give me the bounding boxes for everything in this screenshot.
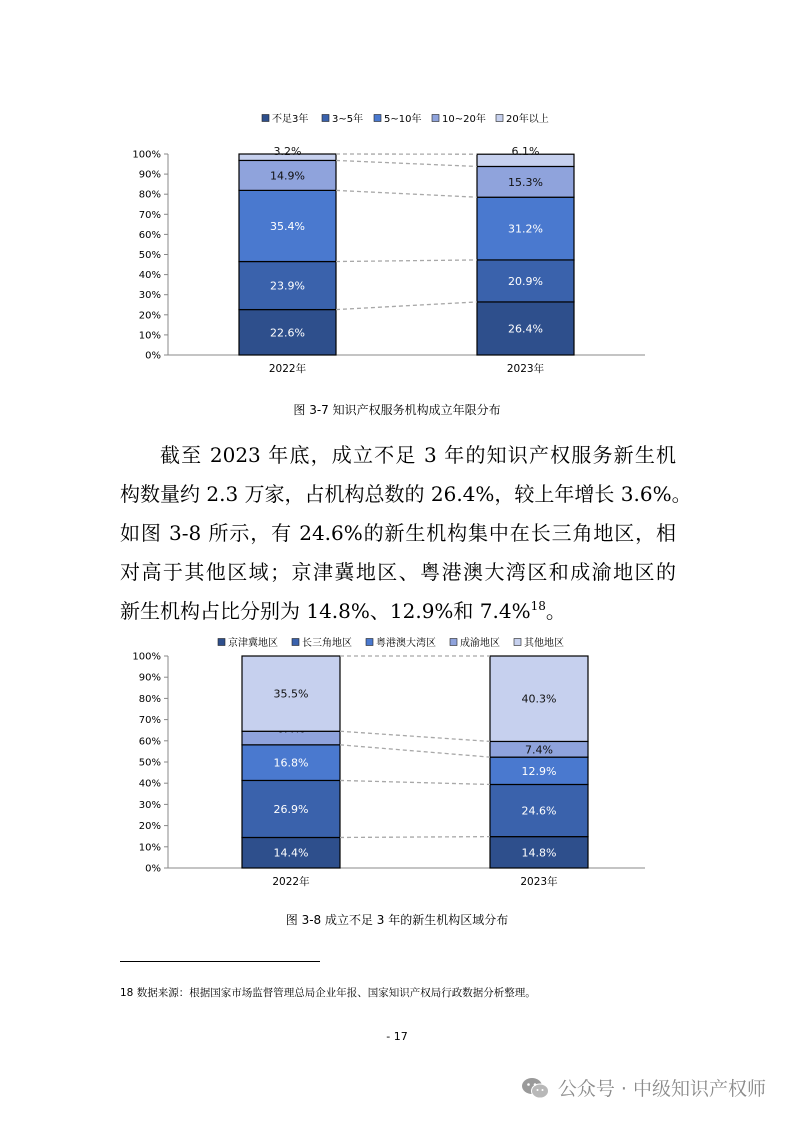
page-number: - 17 <box>386 1030 408 1043</box>
chart1-data-label-0-3: 14.9% <box>270 169 305 183</box>
para-line-1: 截至 2023 年底，成立不足 3 年的知识产权服务新生机 <box>160 443 676 467</box>
chart2-legend-swatch-4 <box>514 639 521 646</box>
chart-new-institutions-region <box>0 628 794 900</box>
chart2-legend-label-1: 长三角地区 <box>302 638 352 649</box>
chart1-data-label-0-4: 3.2% <box>273 145 302 158</box>
chart1-ytick-label-0: 0% <box>145 350 161 362</box>
para-line-5 <box>120 592 676 631</box>
chart2-data-label-1-2: 12.9% <box>521 764 557 778</box>
chart2-data-label-0-1: 26.9% <box>273 802 309 816</box>
chart1-ytick-label-1: 10% <box>138 330 161 342</box>
chart1-ytick-label-7: 70% <box>138 209 161 221</box>
chart2-ytick-label-0: 0% <box>145 863 161 875</box>
chart2-legend-label-0: 京津冀地区 <box>228 638 278 649</box>
chart2-legend-swatch-2 <box>366 639 373 646</box>
chart2-ytick-label-10: 100% <box>132 651 161 663</box>
chart1-data-label-0-2: 35.4% <box>270 219 305 233</box>
chart1-ytick-label-2: 20% <box>138 310 161 322</box>
chart1-connector-3 <box>336 160 477 166</box>
chart2-data-label-1-3: 7.4% <box>525 743 553 757</box>
chart2-connector-3 <box>340 731 490 741</box>
chart1-legend-label-0: 不足3年 <box>272 114 309 125</box>
chart-establishment-years <box>0 100 794 390</box>
chart1-ytick-label-4: 40% <box>138 270 161 282</box>
chart2-legend-swatch-0 <box>218 639 225 646</box>
chart1-legend-swatch-1 <box>322 115 329 122</box>
chart2-x-label-1: 2023年 <box>520 876 558 888</box>
chart1-legend-swatch-3 <box>432 115 439 122</box>
chart1-ytick-label-6: 60% <box>138 229 161 241</box>
wechat-icon <box>520 1076 550 1100</box>
chart2-legend-swatch-3 <box>450 639 457 646</box>
chart1-legend-label-1: 3~5年 <box>332 114 364 125</box>
chart2-data-label-1-1: 24.6% <box>521 804 557 818</box>
chart1-legend-label-4: 20年以上 <box>506 114 549 125</box>
figure-3-8-caption: 图 3-8 成立不足 3 年的新生机构区域分布 <box>285 913 509 927</box>
chart2-data-label-1-4: 40.3% <box>521 692 557 706</box>
chart1-x-label-1: 2023年 <box>506 363 545 375</box>
para-line-2: 构数量约 2.3 万家，占机构总数的 26.4%，较上年增长 3.6%。 <box>120 482 692 506</box>
chart1-x-label-0: 2022年 <box>268 363 307 375</box>
chart2-connector-2 <box>340 745 490 757</box>
chart1-data-label-1-2: 31.2% <box>508 222 543 236</box>
chart2-legend-swatch-1 <box>292 639 299 646</box>
para-line-5-end: 。 <box>545 599 566 623</box>
chart2-legend-label-2: 粤港澳大湾区 <box>376 638 436 649</box>
chart2-ytick-label-6: 60% <box>138 736 161 748</box>
chart1-ytick-label-9: 90% <box>138 169 161 181</box>
footnote-ref[interactable]: 18 <box>530 599 546 613</box>
chart1-legend-swatch-4 <box>496 115 503 122</box>
chart2-ytick-label-2: 20% <box>138 821 161 833</box>
chart2-data-label-0-4: 35.5% <box>273 687 309 701</box>
watermark <box>520 1074 766 1101</box>
chart2-ytick-label-9: 90% <box>138 672 161 684</box>
chart1-legend-swatch-2 <box>374 115 381 122</box>
chart1-connector-2 <box>336 190 477 197</box>
chart2-ytick-label-5: 50% <box>138 757 161 769</box>
chart2-connector-1 <box>340 780 490 784</box>
chart1-legend-swatch-0 <box>262 115 269 122</box>
chart1-data-label-0-0: 22.6% <box>270 326 305 340</box>
chart1-connector-1 <box>336 260 477 262</box>
chart2-ytick-label-1: 10% <box>138 842 161 854</box>
chart1-ytick-label-3: 30% <box>138 290 161 302</box>
body-paragraph <box>120 436 692 631</box>
para-line-3: 如图 3-8 所示，有 24.6%的新生机构集中在长三角地区，相 <box>120 521 676 545</box>
chart2-ytick-label-8: 80% <box>138 693 161 705</box>
chart1-data-label-1-3: 15.3% <box>508 175 543 189</box>
chart2-ytick-label-7: 70% <box>138 715 161 727</box>
chart2-data-label-0-2: 16.8% <box>273 756 309 770</box>
chart2-ytick-label-4: 40% <box>138 778 161 790</box>
watermark-text: 公众号 · 中级知识产权师 <box>557 1078 766 1100</box>
chart1-ytick-label-10: 100% <box>132 149 161 161</box>
chart1-legend-label-3: 10~20年 <box>442 114 486 125</box>
chart1-data-label-1-4: 6.1% <box>511 145 540 159</box>
para-line-5-text: 新生机构占比分别为 14.8%、12.9%和 7.4% <box>120 599 531 623</box>
chart2-data-label-1-0: 14.8% <box>521 846 557 860</box>
chart2-svg <box>0 628 794 900</box>
chart2-data-label-0-0: 14.4% <box>273 846 309 860</box>
chart1-ytick-label-5: 50% <box>138 250 161 261</box>
chart1-data-label-1-1: 20.9% <box>508 274 543 288</box>
figure-3-7-caption: 图 3-7 知识产权服务机构成立年限分布 <box>293 403 501 417</box>
chart1-data-label-0-1: 23.9% <box>270 279 305 293</box>
chart2-connector-0 <box>340 837 490 838</box>
chart2-ytick-label-3: 30% <box>138 799 161 811</box>
chart1-svg <box>0 100 794 390</box>
footnote-18: 18 数据来源：根据国家市场监督管理总局企业年报、国家知识产权局行政数据分析整理。 <box>120 987 536 999</box>
para-line-4: 对高于其他区域；京津冀地区、粤港澳大湾区和成渝地区的 <box>120 560 676 584</box>
chart2-legend-label-4: 其他地区 <box>524 638 564 649</box>
chart2-legend-label-3: 成渝地区 <box>460 638 500 649</box>
chart1-legend-label-2: 5~10年 <box>384 114 422 125</box>
chart1-data-label-1-0: 26.4% <box>508 322 543 336</box>
footnote-separator <box>120 961 320 962</box>
chart1-ytick-label-8: 80% <box>138 189 161 201</box>
chart2-x-label-0: 2022年 <box>272 876 310 888</box>
chart1-connector-0 <box>336 302 477 310</box>
